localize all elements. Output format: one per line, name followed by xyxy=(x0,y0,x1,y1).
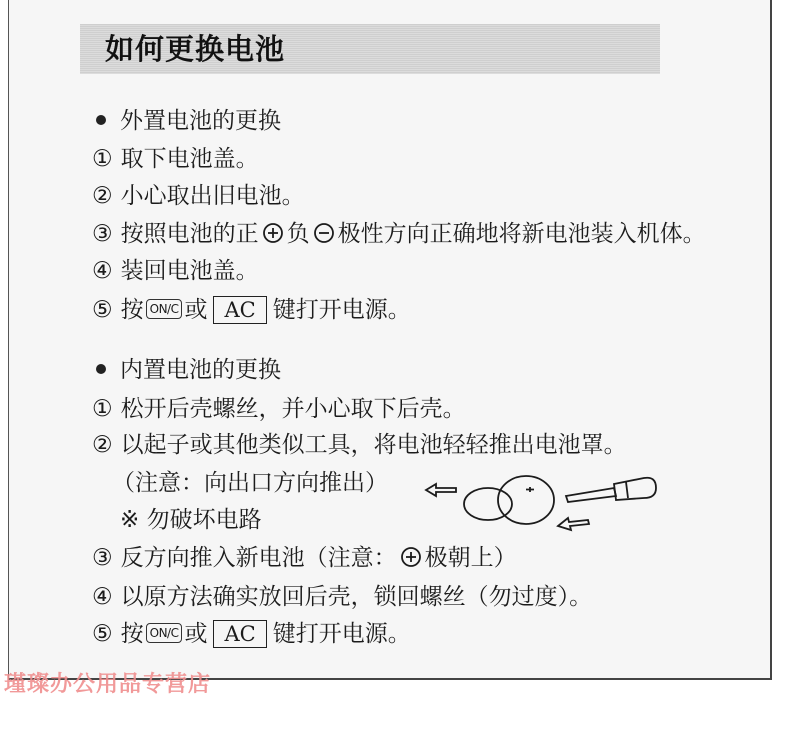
step-text-a: 按照电池的正 xyxy=(120,221,259,247)
negative-terminal-icon xyxy=(313,222,335,244)
step-text-c: 极性方向正确地将新电池装入机体。 xyxy=(337,221,706,247)
internal-warning xyxy=(120,505,262,535)
step-text-b: 或 xyxy=(184,621,208,647)
step-text-b: 负 xyxy=(286,221,310,247)
step-number: ① xyxy=(92,396,113,422)
arrow-up-left-icon xyxy=(558,518,589,530)
step-text: 小心取出旧电池。 xyxy=(120,183,305,209)
arrow-left-icon xyxy=(426,484,456,496)
step-number: ⑤ xyxy=(92,621,113,647)
step-text-a: 按 xyxy=(120,621,144,647)
note-text: （注意：向出口方向推出） xyxy=(112,470,388,496)
external-step-2 xyxy=(92,181,305,211)
step-text: 以原方法确实放回后壳，锁回螺丝（勿过度）。 xyxy=(120,584,593,610)
step-text-a: 反方向推入新电池（注意： xyxy=(120,545,397,571)
external-step-3 xyxy=(92,219,706,249)
external-step-5 xyxy=(92,295,411,325)
step-text: 取下电池盖。 xyxy=(120,146,259,172)
step-number: ③ xyxy=(92,221,113,247)
internal-heading-text: 内置电池的更换 xyxy=(120,357,281,383)
step-number: ① xyxy=(92,146,113,172)
internal-section-heading xyxy=(96,355,281,385)
step-number: ⑤ xyxy=(92,297,113,323)
manual-page xyxy=(8,0,772,680)
bullet-icon xyxy=(96,364,106,374)
bullet-icon xyxy=(96,115,106,125)
step-text-b: 或 xyxy=(184,297,208,323)
battery-icon xyxy=(464,476,554,524)
step-text: 松开后壳螺丝，并小心取下后壳。 xyxy=(120,396,466,422)
battery-removal-illustration xyxy=(418,460,668,540)
external-step-4 xyxy=(92,256,259,286)
screwdriver-icon xyxy=(566,478,656,502)
ac-key: AC xyxy=(213,620,266,648)
step-number: ④ xyxy=(92,258,113,284)
internal-step-2 xyxy=(92,430,627,460)
step-text-c: 键打开电源。 xyxy=(272,297,411,323)
step-text-b: 极朝上） xyxy=(424,545,517,571)
external-heading-text: 外置电池的更换 xyxy=(120,108,281,134)
internal-step-3 xyxy=(92,543,517,573)
positive-terminal-icon xyxy=(400,546,422,568)
step-number: ③ xyxy=(92,545,113,571)
warning-text: ※ 勿破坏电路 xyxy=(120,507,262,533)
internal-step-5 xyxy=(92,619,411,649)
internal-step-2-note xyxy=(112,468,388,498)
external-section-heading xyxy=(96,106,281,136)
step-number: ② xyxy=(92,183,113,209)
step-text: 装回电池盖。 xyxy=(120,258,259,284)
step-text: 以起子或其他类似工具，将电池轻轻推出电池罩。 xyxy=(120,432,627,458)
internal-step-1 xyxy=(92,394,466,424)
ac-key: AC xyxy=(213,296,266,324)
step-text-c: 键打开电源。 xyxy=(272,621,411,647)
step-number: ② xyxy=(92,432,113,458)
page-title: 如何更换电池 xyxy=(105,32,286,66)
on-c-key: ON/C xyxy=(146,299,183,319)
step-number: ④ xyxy=(92,584,113,610)
internal-step-4 xyxy=(92,582,592,612)
positive-terminal-icon xyxy=(262,222,284,244)
on-c-key: ON/C xyxy=(146,623,183,643)
external-step-1 xyxy=(92,144,259,174)
store-watermark: 瑾璨办公用品专营店 xyxy=(4,672,212,697)
step-text-a: 按 xyxy=(120,297,144,323)
